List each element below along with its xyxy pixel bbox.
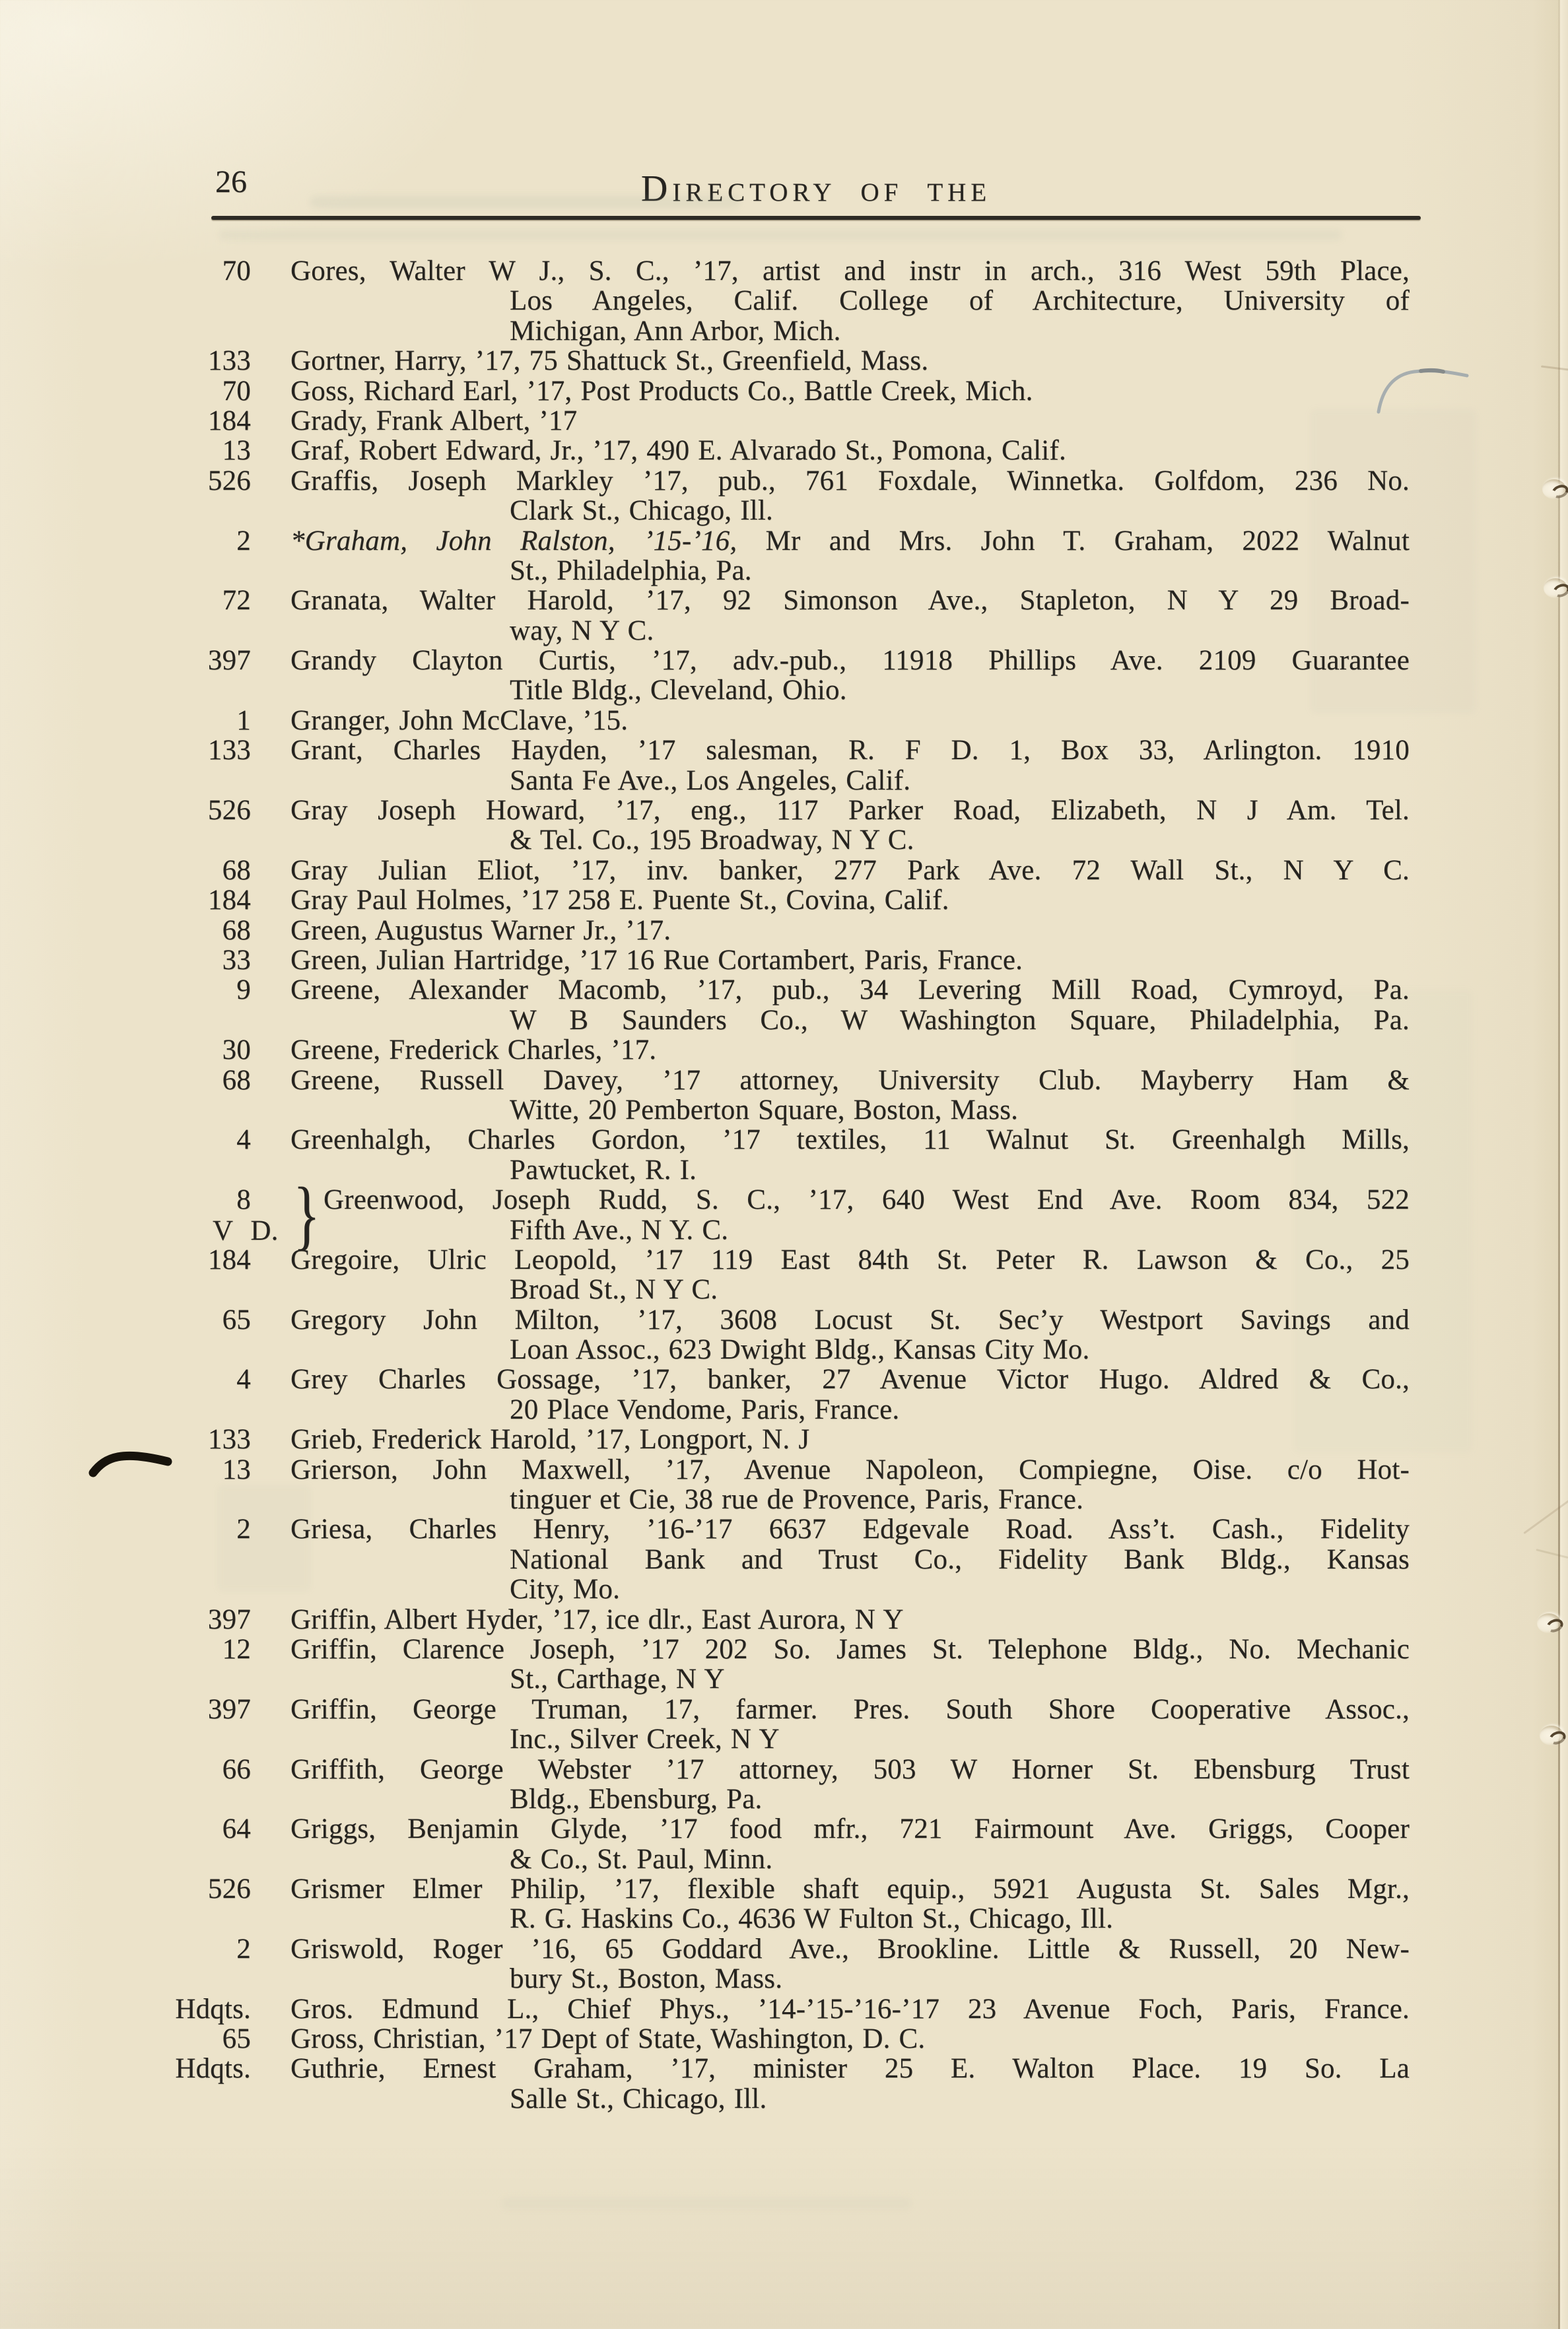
entry-line bbox=[99, 376, 1410, 406]
entry-text: Guthrie, Ernest Graham, ’17, minister 25 E. Walton Place. 19 So. La bbox=[290, 2053, 1410, 2085]
entry-text: tinguer et Cie, 38 rue de Provence, Paris, France. bbox=[510, 1484, 1084, 1516]
entry-number: 184 bbox=[207, 1244, 251, 1275]
entry-text: Griffith, George Webster ’17 attorney, 503 W Horner St. Ebensburg Trust bbox=[290, 1753, 1410, 1785]
directory-entry bbox=[99, 1425, 1410, 1454]
entry-number: 8 bbox=[236, 1184, 251, 1216]
entry-number: 133 bbox=[207, 735, 251, 766]
entry-text: Salle St., Chicago, Ill. bbox=[510, 2083, 767, 2114]
entry-text: Grey Charles Gossage, ’17, banker, 27 Avenue Victor Hugo. Aldred & Co., bbox=[290, 1364, 1410, 1396]
entry-text: Graffis, Joseph Markley ’17, pub., 761 Foxdale, Winnetka. Golfdom, 236 No. bbox=[290, 465, 1410, 496]
entry-text: Griffin, George Truman, 17, farmer. Pres. South Shore Cooperative Assoc., bbox=[290, 1693, 1410, 1725]
directory-entry bbox=[99, 1514, 1410, 1604]
entry-text: National Bank and Trust Co., Fidelity Bank Bldg., Kansas bbox=[510, 1543, 1410, 1575]
entry-text: Griffin, Albert Hyder, ’17, ice dlr., East Aurora, N Y bbox=[290, 1603, 904, 1635]
entry-line bbox=[99, 1425, 1410, 1454]
entry-line bbox=[99, 795, 1410, 825]
entry-line bbox=[99, 706, 1410, 735]
entry-text: Michigan, Ann Arbor, Mich. bbox=[510, 315, 841, 347]
entry-number: 68 bbox=[222, 854, 251, 886]
entry-text: Grady, Frank Albert, ’17 bbox=[290, 405, 578, 436]
entry-number: Hdqts. bbox=[175, 2053, 251, 2085]
show-through-band bbox=[219, 230, 1342, 240]
entry-text: way, N Y C. bbox=[510, 615, 654, 646]
entry-number: 397 bbox=[207, 1603, 251, 1635]
entry-line bbox=[99, 735, 1410, 765]
entry-number: 526 bbox=[207, 1873, 251, 1905]
directory-entry bbox=[99, 526, 1410, 586]
entry-line bbox=[99, 1125, 1410, 1155]
directory-entry bbox=[99, 1605, 1410, 1635]
entry-text: Gros. Edmund L., Chief Phys., ’14-’15-’16-’17 23 Avenue Foch, Paris, France. bbox=[290, 1993, 1410, 2025]
entry-text: Goss, Richard Earl, ’17, Post Products Co., Battle Creek, Mich. bbox=[290, 375, 1033, 407]
entry-text: & Tel. Co., 195 Broadway, N Y C. bbox=[510, 825, 914, 856]
entry-text: Gregoire, Ulric Leopold, ’17 119 East 84th St. Peter R. Lawson & Co., 25 bbox=[290, 1244, 1410, 1275]
directory-entry bbox=[99, 856, 1410, 885]
entry-number: 68 bbox=[222, 1064, 251, 1096]
entry-number: 526 bbox=[207, 465, 251, 496]
entry-text: Grandy Clayton Curtis, ’17, adv.-pub., 11918 Phillips Ave. 2109 Guarantee bbox=[290, 645, 1410, 677]
stitch-hole bbox=[1542, 479, 1566, 499]
entry-number: 184 bbox=[207, 885, 251, 916]
entry-text: Gross, Christian, ’17 Dept of State, Washington, D. C. bbox=[290, 2023, 926, 2055]
entry-text: Green, Julian Hartridge, ’17 16 Rue Cortambert, Paris, France. bbox=[290, 944, 1023, 976]
entry-number: 2 bbox=[236, 1514, 251, 1545]
pencil-mark bbox=[1375, 363, 1475, 417]
entry-line bbox=[99, 916, 1410, 945]
entry-line bbox=[99, 466, 1410, 496]
entry-number: 70 bbox=[222, 255, 251, 287]
directory-entry bbox=[99, 1814, 1410, 1874]
entry-text: Gortner, Harry, ’17, 75 Shattuck St., Greenfield, Mass. bbox=[290, 345, 929, 377]
entry-text: St., Philadelphia, Pa. bbox=[510, 555, 752, 586]
directory-entry bbox=[99, 2054, 1410, 2114]
stitch-hole bbox=[1544, 578, 1567, 598]
entry-number: 133 bbox=[207, 345, 251, 377]
entry-line bbox=[99, 346, 1410, 376]
directory-entry bbox=[99, 646, 1410, 706]
ink-mark bbox=[88, 1443, 174, 1484]
entry-text: Greene, Russell Davey, ’17 attorney, University Club. Mayberry Ham & bbox=[290, 1064, 1410, 1096]
entry-text: Grierson, John Maxwell, ’17, Avenue Napoleon, Compiegne, Oise. c/o Hot- bbox=[290, 1454, 1410, 1485]
entry-line bbox=[99, 1065, 1410, 1095]
directory-entry bbox=[99, 916, 1410, 945]
directory-entry bbox=[99, 256, 1410, 346]
entry-text: Gregory John Milton, ’17, 3608 Locust St. Sec’y Westport Savings and bbox=[290, 1304, 1410, 1335]
next-page-sliver bbox=[1560, 0, 1568, 2329]
entry-text: Santa Fe Ave., Los Angeles, Calif. bbox=[510, 764, 911, 796]
entry-number: 72 bbox=[222, 585, 251, 617]
brace-icon: } bbox=[293, 1171, 320, 1258]
entry-line bbox=[99, 406, 1410, 436]
entry-number: 4 bbox=[236, 1124, 251, 1156]
entry-number: 12 bbox=[222, 1633, 251, 1665]
entry-line bbox=[99, 2054, 1410, 2083]
entry-number: 66 bbox=[222, 1753, 251, 1785]
directory-entry bbox=[99, 376, 1410, 406]
entry-number: 30 bbox=[222, 1034, 251, 1066]
entry-text: St., Carthage, N Y bbox=[510, 1664, 725, 1695]
entry-number: 70 bbox=[222, 375, 251, 407]
entry-text: Gray Joseph Howard, ’17, eng., 117 Parker Road, Elizabeth, N J Am. Tel. bbox=[290, 795, 1410, 827]
page-edge bbox=[1558, 0, 1560, 2329]
directory-entry bbox=[99, 346, 1410, 376]
entry-text: Grant, Charles Hayden, ’17 salesman, R. F D. 1, Box 33, Arlington. 1910 bbox=[290, 735, 1410, 766]
directory-entry bbox=[99, 706, 1410, 735]
entry-number: Hdqts. bbox=[175, 1993, 251, 2025]
page-number: 26 bbox=[215, 164, 247, 199]
directory-entry bbox=[99, 436, 1410, 465]
entry-text: Green, Augustus Warner Jr., ’17. bbox=[290, 914, 671, 946]
directory-entry bbox=[99, 406, 1410, 436]
entry-text: Griesa, Charles Henry, ’16-’17 6637 Edgevale Road. Ass’t. Cash., Fidelity bbox=[290, 1514, 1410, 1545]
directory-entry bbox=[99, 945, 1410, 975]
directory-entry bbox=[99, 1695, 1410, 1755]
entry-number: 184 bbox=[207, 405, 251, 436]
entry-text: Greenwood, Joseph Rudd, S. C., ’17, 640 West End Ave. Room 834, 522 bbox=[324, 1184, 1410, 1216]
entry-line bbox=[99, 1814, 1410, 1844]
entry-line bbox=[99, 586, 1410, 615]
directory-entry bbox=[99, 1755, 1410, 1815]
entry-number: 33 bbox=[222, 944, 251, 976]
entry-line bbox=[99, 646, 1410, 675]
show-through-band bbox=[310, 196, 739, 208]
entry-text: bury St., Boston, Mass. bbox=[510, 1963, 783, 1995]
stitch-hole bbox=[1540, 1726, 1563, 1745]
entry-text: Granger, John McClave, ’15. bbox=[290, 704, 629, 736]
entry-line bbox=[99, 1994, 1410, 2024]
entry-text: Graf, Robert Edward, Jr., ’17, 490 E. Alvarado St., Pomona, Calif. bbox=[290, 435, 1066, 467]
entry-text: 20 Place Vendome, Paris, France. bbox=[510, 1394, 900, 1425]
directory-entry bbox=[99, 1171, 1410, 1258]
entry-line bbox=[99, 1605, 1410, 1635]
entry-number: 13 bbox=[222, 435, 251, 467]
directory-entry bbox=[99, 1874, 1410, 1934]
entry-text: Griffin, Clarence Joseph, ’17 202 So. James St. Telephone Bldg., No. Mechanic bbox=[290, 1633, 1410, 1665]
stitch-hole bbox=[1537, 1613, 1561, 1633]
entry-text: Broad St., N Y C. bbox=[510, 1274, 718, 1306]
directory-entry bbox=[99, 1305, 1410, 1365]
directory-entry bbox=[99, 586, 1410, 646]
entry-line bbox=[99, 1695, 1410, 1724]
entry-text: Griggs, Benjamin Glyde, ’17 food mfr., 721 Fairmount Ave. Griggs, Cooper bbox=[290, 1813, 1410, 1845]
entry-number: 397 bbox=[207, 645, 251, 677]
entry-text: City, Mo. bbox=[510, 1574, 621, 1605]
entry-line bbox=[99, 526, 1410, 556]
entry-text: Fifth Ave., N Y. C. bbox=[510, 1214, 729, 1246]
entry-text: Clark St., Chicago, Ill. bbox=[510, 495, 773, 527]
entry-text: Bldg., Ebensburg, Pa. bbox=[510, 1783, 763, 1815]
entry-text: *Graham, John Ralston, ’15-’16, bbox=[290, 525, 737, 557]
directory-entry bbox=[99, 975, 1410, 1035]
entry-line bbox=[99, 1514, 1410, 1544]
entry-text: Loan Assoc., 623 Dwight Bldg., Kansas City Mo. bbox=[510, 1334, 1090, 1366]
entry-line bbox=[99, 1455, 1410, 1485]
entry-number: 397 bbox=[207, 1693, 251, 1725]
directory-entry bbox=[99, 1065, 1410, 1126]
entry-number: 2 bbox=[236, 525, 251, 557]
directory-entry bbox=[99, 1994, 1410, 2024]
entry-text: Los Angeles, Calif. College of Architecture, University of bbox=[510, 285, 1410, 317]
entry-text: W B Saunders Co., W Washington Square, Philadelphia, Pa. bbox=[510, 1004, 1410, 1036]
entry-number: 4 bbox=[236, 1364, 251, 1396]
entry-number: 133 bbox=[207, 1424, 251, 1456]
entry-line bbox=[99, 1755, 1410, 1784]
entry-text: Griswold, Roger ’16, 65 Goddard Ave., Brookline. Little & Russell, 20 New- bbox=[290, 1933, 1410, 1965]
entry-number: 68 bbox=[222, 914, 251, 946]
entry-number: 64 bbox=[222, 1813, 251, 1845]
entry-text: Title Bldg., Cleveland, Ohio. bbox=[510, 675, 847, 706]
directory-entry bbox=[99, 466, 1410, 526]
entry-text: Witte, 20 Pemberton Square, Boston, Mass. bbox=[510, 1094, 1019, 1126]
entry-line bbox=[99, 256, 1410, 286]
entry-number: 65 bbox=[222, 2023, 251, 2055]
entry-text: Greene, Alexander Macomb, ’17, pub., 34 Levering Mill Road, Cymroyd, Pa. bbox=[290, 974, 1410, 1006]
entry-line bbox=[99, 1934, 1410, 1964]
entry-text: Gray Paul Holmes, ’17 258 E. Puente St., Covina, Calif. bbox=[290, 885, 949, 916]
page-title: Directory of the bbox=[640, 168, 992, 209]
header-rule bbox=[211, 216, 1421, 220]
margin-label-vd: V D. bbox=[213, 1215, 279, 1247]
entry-line bbox=[99, 945, 1410, 975]
entry-line bbox=[99, 975, 1410, 1005]
entry-text: Inc., Silver Creek, N Y bbox=[510, 1724, 780, 1755]
entry-number: 2 bbox=[236, 1933, 251, 1965]
entry-line bbox=[99, 1365, 1410, 1394]
entry-list bbox=[99, 256, 1410, 2114]
entry-text: Mr and Mrs. John T. Graham, 2022 Walnut bbox=[737, 525, 1410, 557]
entry-text: Grismer Elmer Philip, ’17, flexible shaft equip., 5921 Augusta St. Sales Mgr., bbox=[290, 1873, 1410, 1905]
entry-number: 65 bbox=[222, 1304, 251, 1335]
entry-line bbox=[99, 1874, 1410, 1904]
entry-number: 1 bbox=[236, 704, 251, 736]
entry-line bbox=[99, 1635, 1410, 1664]
entry-text: Gores, Walter W J., S. C., ’17, artist and instr in arch., 316 West 59th Place, bbox=[290, 255, 1410, 287]
entry-text: Pawtucket, R. I. bbox=[510, 1154, 697, 1186]
entry-text: & Co., St. Paul, Minn. bbox=[510, 1843, 773, 1875]
directory-entry bbox=[99, 1455, 1410, 1515]
entry-text: Greenhalgh, Charles Gordon, ’17 textiles, 11 Walnut St. Greenhalgh Mills, bbox=[290, 1124, 1410, 1156]
entry-line bbox=[99, 856, 1410, 885]
directory-entry bbox=[99, 1365, 1410, 1425]
entry-text: Gray Julian Eliot, ’17, inv. banker, 277 Park Ave. 72 Wall St., N Y C. bbox=[290, 854, 1410, 886]
entry-number: 9 bbox=[236, 974, 251, 1006]
entry-line bbox=[99, 1305, 1410, 1335]
entry-number: 526 bbox=[207, 795, 251, 827]
entry-text: Greene, Frederick Charles, ’17. bbox=[290, 1034, 657, 1066]
entry-number: 13 bbox=[222, 1454, 251, 1485]
entry-text: R. G. Haskins Co., 4636 W Fulton St., Chicago, Ill. bbox=[510, 1903, 1114, 1935]
directory-entry bbox=[99, 1635, 1410, 1695]
directory-entry bbox=[99, 735, 1410, 795]
entry-line bbox=[99, 436, 1410, 465]
directory-entry bbox=[99, 795, 1410, 856]
entry-text: Grieb, Frederick Harold, ’17, Longport, N. J bbox=[290, 1424, 810, 1456]
show-through-band bbox=[502, 2198, 911, 2209]
directory-entry bbox=[99, 1934, 1410, 1994]
entry-text: Granata, Walter Harold, ’17, 92 Simonson Ave., Stapleton, N Y 29 Broad- bbox=[290, 585, 1410, 617]
